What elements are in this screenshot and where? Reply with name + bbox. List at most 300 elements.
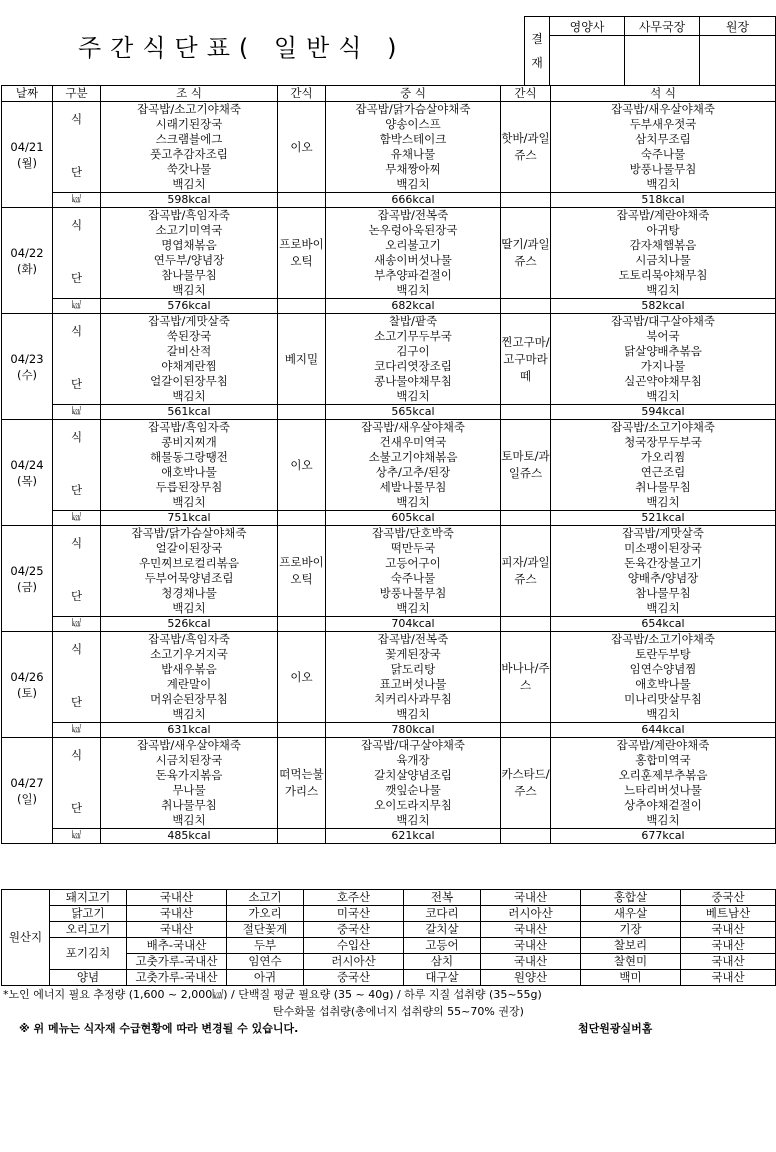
- kcal-dinner: 594kcal: [551, 405, 776, 420]
- kcal-snack-pm: [501, 405, 551, 420]
- kcal-row: [2, 723, 776, 738]
- kcal-snack-am: [278, 193, 326, 208]
- breakfast-item: 풋고추감자조림: [101, 147, 278, 162]
- kcal-breakfast: 561kcal: [101, 405, 278, 420]
- dinner-item: 백김치: [551, 495, 776, 511]
- origin-country: 국내산: [481, 922, 581, 938]
- breakfast-item: 우민찌브로컬리볶음: [101, 556, 278, 571]
- origin-country: 고춧가루-국내산: [127, 970, 227, 986]
- origin-country: 국내산: [481, 890, 581, 906]
- date-text: 04/26: [10, 669, 44, 684]
- menu-row: [2, 435, 776, 450]
- lunch-item: 잡곡밥/단호박죽: [326, 526, 501, 542]
- date-cell: [2, 738, 53, 844]
- dinner-item: 가지나물: [551, 359, 776, 374]
- origin-country: 미국산: [304, 906, 404, 922]
- approval-role-director: 사무국장: [625, 17, 700, 36]
- day-row: [2, 208, 776, 224]
- type-label-top: 식: [53, 632, 101, 678]
- origin-country: 국내산: [681, 938, 776, 954]
- origin-item: 기장: [581, 922, 681, 938]
- note-org: 첨단원광실버홈: [578, 1022, 653, 1035]
- dinner-item: 가오리찜: [551, 450, 776, 465]
- origin-item: 갈치살: [404, 922, 481, 938]
- origin-item: 대구살: [404, 970, 481, 986]
- breakfast-item: 돈육가지볶음: [101, 768, 278, 783]
- lunch-item: 소고기무두부국: [326, 329, 501, 344]
- breakfast-item: 명엽채볶음: [101, 238, 278, 253]
- dinner-item: 상추야채겉절이: [551, 798, 776, 813]
- approval-sign-box[interactable]: [700, 36, 776, 86]
- menu-row: [2, 541, 776, 556]
- dinner-item: 양배추/양념장: [551, 571, 776, 586]
- origin-row: [2, 922, 776, 938]
- origin-item: 전복: [404, 890, 481, 906]
- breakfast-item: 잡곡밥/게맛살죽: [101, 314, 278, 330]
- lunch-item: 백김치: [326, 707, 501, 723]
- kcal-dinner: 654kcal: [551, 617, 776, 632]
- lunch-item: 백김치: [326, 495, 501, 511]
- dinner-item: 잡곡밥/게맛살죽: [551, 526, 776, 542]
- lunch-item: 잡곡밥/전복죽: [326, 632, 501, 648]
- header-date: 날짜: [2, 86, 53, 102]
- kcal-lunch: 704kcal: [326, 617, 501, 632]
- note-energy: *노인 에너지 필요 추정량 (1,600 ~ 2,000㎉) / 단백질 평균 필요량 (35 ~ 40g) / 하루 지질 섭취량 (35~55g): [3, 988, 542, 1001]
- lunch-item: 백김치: [326, 283, 501, 299]
- menu-row: [2, 132, 776, 147]
- kcal-lunch: 780kcal: [326, 723, 501, 738]
- dinner-item: 두부새우젓국: [551, 117, 776, 132]
- snack-am-cell: 이오: [278, 102, 326, 193]
- day-of-week: (일): [16, 791, 38, 806]
- breakfast-item: 백김치: [101, 707, 278, 723]
- day-of-week: (토): [16, 685, 38, 700]
- lunch-item: 떡만두국: [326, 541, 501, 556]
- breakfast-item: 백김치: [101, 389, 278, 405]
- breakfast-item: 백김치: [101, 601, 278, 617]
- day-of-week: (화): [16, 261, 38, 276]
- menu-row: [2, 707, 776, 723]
- lunch-item: 코다리엿장조림: [326, 359, 501, 374]
- kcal-snack-am: [278, 829, 326, 844]
- menu-row: [2, 117, 776, 132]
- day-row: [2, 632, 776, 648]
- date-text: 04/24: [10, 457, 44, 472]
- snack-am-cell: 프로바이오틱: [278, 526, 326, 617]
- dinner-item: 도토리묵야채무침: [551, 268, 776, 283]
- dinner-item: 실곤약야채무침: [551, 374, 776, 389]
- origin-country: 중국산: [681, 890, 776, 906]
- kcal-label: ㎉: [53, 405, 101, 420]
- header-lunch: 중 식: [326, 86, 501, 102]
- kcal-snack-pm: [501, 723, 551, 738]
- breakfast-item: 시금치된장국: [101, 753, 278, 768]
- date-text: 04/22: [10, 245, 44, 260]
- date-cell: [2, 314, 53, 420]
- origin-country: 고춧가루-국내산: [127, 954, 227, 970]
- breakfast-item: 소고기미역국: [101, 223, 278, 238]
- origin-country: 국내산: [481, 938, 581, 954]
- menu-row: [2, 359, 776, 374]
- kcal-lunch: 605kcal: [326, 511, 501, 526]
- breakfast-item: 갈비산적: [101, 344, 278, 359]
- approval-label: 결 재: [525, 17, 550, 86]
- kcal-row: [2, 511, 776, 526]
- menu-row: [2, 768, 776, 783]
- kcal-breakfast: 526kcal: [101, 617, 278, 632]
- day-of-week: (금): [16, 579, 38, 594]
- dinner-item: 취나물무침: [551, 480, 776, 495]
- dinner-item: 닭살양배추볶음: [551, 344, 776, 359]
- lunch-item: 콩나물야채무침: [326, 374, 501, 389]
- note-carb: 탄수화물 섭취량(총에너지 섭취량의 55~70% 권장): [273, 1005, 524, 1018]
- breakfast-item: 참나물무침: [101, 268, 278, 283]
- kcal-label: ㎉: [53, 617, 101, 632]
- breakfast-item: 야채계란찜: [101, 359, 278, 374]
- date-cell: [2, 208, 53, 314]
- snack-pm-cell: 피자/과일쥬스: [501, 526, 551, 617]
- menu-row: [2, 162, 776, 177]
- lunch-item: 백김치: [326, 389, 501, 405]
- menu-table: [1, 85, 776, 844]
- kcal-snack-pm: [501, 511, 551, 526]
- snack-am-cell: 이오: [278, 420, 326, 511]
- origin-row: [2, 938, 776, 954]
- dinner-item: 토란두부탕: [551, 647, 776, 662]
- menu-row: [2, 147, 776, 162]
- dinner-item: 느타리버섯나물: [551, 783, 776, 798]
- menu-row: [2, 253, 776, 268]
- lunch-item: 잡곡밥/전복죽: [326, 208, 501, 224]
- note-change: ※ 위 메뉴는 식자재 수급현황에 따라 변경될 수 있습니다.: [19, 1022, 299, 1035]
- day-row: [2, 314, 776, 330]
- origin-country: 호주산: [304, 890, 404, 906]
- menu-row: [2, 450, 776, 465]
- menu-row: [2, 601, 776, 617]
- breakfast-item: 시래기된장국: [101, 117, 278, 132]
- origin-item: 홍합살: [581, 890, 681, 906]
- day-row: [2, 738, 776, 754]
- dinner-item: 감자채햄볶음: [551, 238, 776, 253]
- menu-row: [2, 177, 776, 193]
- lunch-item: 소불고기야채볶음: [326, 450, 501, 465]
- origin-item: 삼치: [404, 954, 481, 970]
- date-text: 04/25: [10, 563, 44, 578]
- dinner-item: 오리훈제부추볶음: [551, 768, 776, 783]
- breakfast-item: 백김치: [101, 813, 278, 829]
- breakfast-item: 해물동그랑땡전: [101, 450, 278, 465]
- snack-pm-cell: 찐고구마/고구마라떼: [501, 314, 551, 405]
- header-snack-pm: 간식: [501, 86, 551, 102]
- origin-country: 국내산: [681, 970, 776, 986]
- kcal-snack-am: [278, 617, 326, 632]
- menu-row: [2, 692, 776, 707]
- dinner-item: 잡곡밥/계란야채죽: [551, 208, 776, 224]
- dinner-item: 돈육간장불고기: [551, 556, 776, 571]
- dinner-item: 임연수양념찜: [551, 662, 776, 677]
- lunch-item: 치커리사과무침: [326, 692, 501, 707]
- snack-pm-cell: 토마토/과일쥬스: [501, 420, 551, 511]
- kcal-row: [2, 299, 776, 314]
- type-label-bottom: 단: [53, 571, 101, 617]
- origin-country: 러시아산: [481, 906, 581, 922]
- menu-row: [2, 753, 776, 768]
- menu-row: [2, 783, 776, 798]
- origin-item: 고등어: [404, 938, 481, 954]
- kcal-snack-pm: [501, 193, 551, 208]
- breakfast-item: 두릅된장무침: [101, 480, 278, 495]
- type-label-bottom: 단: [53, 783, 101, 829]
- breakfast-item: 연두부/양념장: [101, 253, 278, 268]
- type-label-bottom: 단: [53, 147, 101, 193]
- breakfast-item: 얼갈이된장국: [101, 541, 278, 556]
- origin-table: [1, 889, 776, 986]
- menu-row: [2, 238, 776, 253]
- dinner-item: 잡곡밥/대구살야채죽: [551, 314, 776, 330]
- dinner-item: 시금치나물: [551, 253, 776, 268]
- date-cell: [2, 632, 53, 738]
- type-label-bottom: 단: [53, 465, 101, 511]
- kcal-dinner: 644kcal: [551, 723, 776, 738]
- dinner-item: 삼치무조림: [551, 132, 776, 147]
- lunch-item: 꽃게된장국: [326, 647, 501, 662]
- lunch-item: 잡곡밥/대구살야채죽: [326, 738, 501, 754]
- type-label-bottom: 단: [53, 253, 101, 299]
- header-snack-am: 간식: [278, 86, 326, 102]
- type-label-top: 식: [53, 208, 101, 254]
- origin-item: 백미: [581, 970, 681, 986]
- dinner-item: 미소팽이된장국: [551, 541, 776, 556]
- lunch-item: 고등어구이: [326, 556, 501, 571]
- menu-row: [2, 223, 776, 238]
- origin-item: 포기김치: [50, 938, 127, 970]
- lunch-item: 잡곡밥/닭가슴살야채죽: [326, 102, 501, 118]
- type-label-top: 식: [53, 738, 101, 784]
- origin-row: [2, 970, 776, 986]
- origin-country: 중국산: [304, 922, 404, 938]
- origin-item: 찰현미: [581, 954, 681, 970]
- header-dinner: 석 식: [551, 86, 776, 102]
- menu-row: [2, 344, 776, 359]
- kcal-lunch: 682kcal: [326, 299, 501, 314]
- lunch-item: 세발나물무침: [326, 480, 501, 495]
- kcal-lunch: 666kcal: [326, 193, 501, 208]
- lunch-item: 육개장: [326, 753, 501, 768]
- breakfast-item: 소고기우거지국: [101, 647, 278, 662]
- breakfast-item: 취나물무침: [101, 798, 278, 813]
- approval-sign-box[interactable]: [625, 36, 700, 86]
- approval-role-nutritionist: 영양사: [550, 17, 625, 36]
- kcal-row: [2, 617, 776, 632]
- dinner-item: 북어국: [551, 329, 776, 344]
- dinner-item: 애호박나물: [551, 677, 776, 692]
- kcal-breakfast: 751kcal: [101, 511, 278, 526]
- kcal-snack-am: [278, 723, 326, 738]
- origin-row: [2, 890, 776, 906]
- approval-sign-box[interactable]: [550, 36, 625, 86]
- menu-header-row: [2, 86, 776, 102]
- kcal-label: ㎉: [53, 511, 101, 526]
- date-text: 04/23: [10, 351, 44, 366]
- kcal-label: ㎉: [53, 829, 101, 844]
- lunch-item: 양송이스프: [326, 117, 501, 132]
- lunch-item: 무채짱아찌: [326, 162, 501, 177]
- lunch-item: 잡곡밥/새우살야채죽: [326, 420, 501, 436]
- dinner-item: 미나리맛살무침: [551, 692, 776, 707]
- lunch-item: 함박스테이크: [326, 132, 501, 147]
- breakfast-item: 계란말이: [101, 677, 278, 692]
- dinner-item: 청국장무두부국: [551, 435, 776, 450]
- kcal-breakfast: 631kcal: [101, 723, 278, 738]
- lunch-item: 표고버섯나물: [326, 677, 501, 692]
- lunch-item: 상추/고추/된장: [326, 465, 501, 480]
- dinner-item: 연근조림: [551, 465, 776, 480]
- date-cell: [2, 526, 53, 632]
- kcal-breakfast: 576kcal: [101, 299, 278, 314]
- origin-item: 소고기: [227, 890, 304, 906]
- origin-country: 원양산: [481, 970, 581, 986]
- origin-item: 찰보리: [581, 938, 681, 954]
- lunch-item: 백김치: [326, 177, 501, 193]
- breakfast-item: 머위순된장무침: [101, 692, 278, 707]
- origin-item: 돼지고기: [50, 890, 127, 906]
- breakfast-item: 잡곡밥/흑임자죽: [101, 632, 278, 648]
- lunch-item: 김구이: [326, 344, 501, 359]
- kcal-dinner: 518kcal: [551, 193, 776, 208]
- snack-pm-cell: 바나나/주스: [501, 632, 551, 723]
- lunch-item: 오이도라지무침: [326, 798, 501, 813]
- origin-country: 국내산: [127, 890, 227, 906]
- breakfast-item: 잡곡밥/흑임자죽: [101, 420, 278, 436]
- menu-row: [2, 465, 776, 480]
- kcal-label: ㎉: [53, 723, 101, 738]
- origin-country: 러시아산: [304, 954, 404, 970]
- type-label-top: 식: [53, 314, 101, 360]
- page-title: 주간식단표( 일반식 ): [78, 34, 406, 62]
- date-cell: [2, 420, 53, 526]
- lunch-item: 찰밥/팥죽: [326, 314, 501, 330]
- kcal-dinner: 521kcal: [551, 511, 776, 526]
- lunch-item: 닭도리탕: [326, 662, 501, 677]
- snack-am-cell: 떠먹는불가리스: [278, 738, 326, 829]
- origin-item: 새우살: [581, 906, 681, 922]
- menu-row: [2, 329, 776, 344]
- type-label-top: 식: [53, 102, 101, 148]
- breakfast-item: 잡곡밥/흑임자죽: [101, 208, 278, 224]
- origin-country: 국내산: [481, 954, 581, 970]
- type-label-bottom: 단: [53, 677, 101, 723]
- kcal-dinner: 582kcal: [551, 299, 776, 314]
- kcal-snack-am: [278, 299, 326, 314]
- kcal-row: [2, 405, 776, 420]
- lunch-item: 오리불고기: [326, 238, 501, 253]
- dinner-item: 백김치: [551, 283, 776, 299]
- snack-am-cell: 이오: [278, 632, 326, 723]
- date-text: 04/21: [10, 139, 44, 154]
- kcal-row: [2, 193, 776, 208]
- lunch-item: 백김치: [326, 601, 501, 617]
- origin-item: 두부: [227, 938, 304, 954]
- lunch-item: 건새우미역국: [326, 435, 501, 450]
- kcal-breakfast: 485kcal: [101, 829, 278, 844]
- lunch-item: 새송이버섯나물: [326, 253, 501, 268]
- dinner-item: 백김치: [551, 707, 776, 723]
- approval-role-head: 원장: [700, 17, 776, 36]
- type-label-top: 식: [53, 526, 101, 572]
- menu-row: [2, 571, 776, 586]
- breakfast-item: 쑥된장국: [101, 329, 278, 344]
- dinner-item: 잡곡밥/소고기야채죽: [551, 420, 776, 436]
- menu-row: [2, 813, 776, 829]
- day-of-week: (목): [16, 473, 38, 488]
- menu-row: [2, 556, 776, 571]
- dinner-item: 백김치: [551, 389, 776, 405]
- origin-country: 국내산: [127, 906, 227, 922]
- origin-country: 국내산: [127, 922, 227, 938]
- breakfast-item: 백김치: [101, 283, 278, 299]
- breakfast-item: 청경채나물: [101, 586, 278, 601]
- menu-row: [2, 374, 776, 389]
- menu-row: [2, 798, 776, 813]
- day-row: [2, 526, 776, 542]
- dinner-item: 잡곡밥/소고기야채죽: [551, 632, 776, 648]
- origin-country: 베트남산: [681, 906, 776, 922]
- breakfast-item: 잡곡밥/소고기야채죽: [101, 102, 278, 118]
- breakfast-item: 백김치: [101, 495, 278, 511]
- type-label-top: 식: [53, 420, 101, 466]
- kcal-snack-pm: [501, 617, 551, 632]
- kcal-dinner: 677kcal: [551, 829, 776, 844]
- lunch-item: 논우렁아욱된장국: [326, 223, 501, 238]
- lunch-item: 유채나물: [326, 147, 501, 162]
- breakfast-item: 콩비지찌개: [101, 435, 278, 450]
- breakfast-item: 애호박나물: [101, 465, 278, 480]
- menu-row: [2, 677, 776, 692]
- approval-box: [524, 16, 776, 86]
- menu-row: [2, 662, 776, 677]
- origin-item: 코다리: [404, 906, 481, 922]
- date-text: 04/27: [10, 775, 44, 790]
- lunch-item: 갈치살양념조림: [326, 768, 501, 783]
- breakfast-item: 쑥갓나물: [101, 162, 278, 177]
- breakfast-item: 잡곡밥/새우살야채죽: [101, 738, 278, 754]
- header-type: 구분: [53, 86, 101, 102]
- lunch-item: 숙주나물: [326, 571, 501, 586]
- day-row: [2, 102, 776, 118]
- kcal-breakfast: 598kcal: [101, 193, 278, 208]
- breakfast-item: 스크램블에그: [101, 132, 278, 147]
- snack-am-cell: 프로바이오틱: [278, 208, 326, 299]
- lunch-item: 백김치: [326, 813, 501, 829]
- lunch-item: 깻잎순나물: [326, 783, 501, 798]
- origin-item: 가오리: [227, 906, 304, 922]
- kcal-snack-pm: [501, 299, 551, 314]
- breakfast-item: 잡곡밥/닭가슴살야채죽: [101, 526, 278, 542]
- dinner-item: 홍합미역국: [551, 753, 776, 768]
- kcal-snack-am: [278, 405, 326, 420]
- snack-am-cell: 베지밀: [278, 314, 326, 405]
- dinner-item: 방풍나물무침: [551, 162, 776, 177]
- dinner-item: 숙주나물: [551, 147, 776, 162]
- origin-item: 절단꽃게: [227, 922, 304, 938]
- kcal-row: [2, 829, 776, 844]
- menu-row: [2, 495, 776, 511]
- kcal-lunch: 621kcal: [326, 829, 501, 844]
- dinner-item: 참나물무침: [551, 586, 776, 601]
- lunch-item: 부추양파겉절이: [326, 268, 501, 283]
- day-row: [2, 420, 776, 436]
- menu-row: [2, 647, 776, 662]
